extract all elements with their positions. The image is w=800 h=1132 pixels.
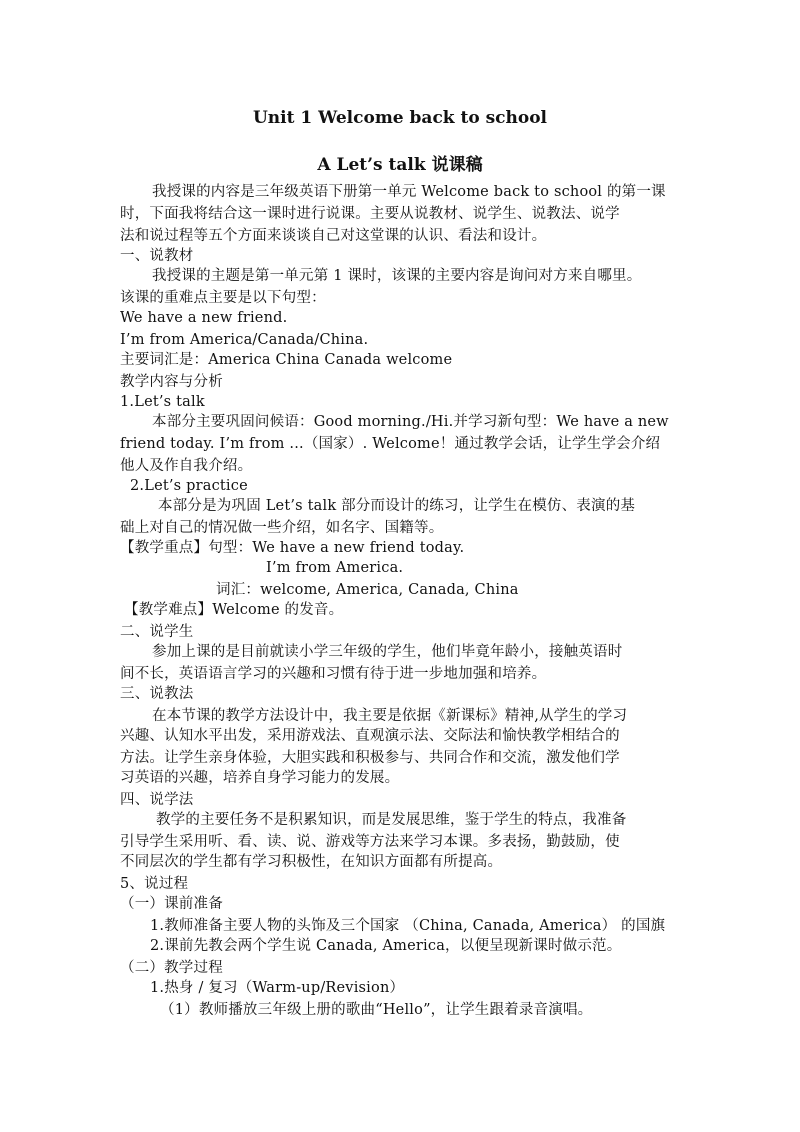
students-line-2: 间不长，英语语言学习的兴趣和习惯有待于进一步地加强和培养。 bbox=[120, 666, 547, 682]
lets-talk-line-3: 他人及作自我介绍。 bbox=[120, 458, 253, 474]
warmup-step-1: （1）教师播放三年级上册的歌曲“Hello”，让学生跟着录音演唱。 bbox=[160, 1002, 593, 1018]
process-preparation-heading: （一）课前准备 bbox=[120, 896, 223, 912]
teaching-focus-sentence-2: I’m from America. bbox=[266, 560, 404, 576]
teaching-difficulty: 【教学难点】Welcome 的发音。 bbox=[124, 602, 344, 618]
document-title: Unit 1 Welcome back to school bbox=[252, 108, 548, 128]
learning-line-3: 不同层次的学生都有学习积极性，在知识方面都有所提高。 bbox=[120, 854, 503, 870]
key-sentence-2: I’m from America/Canada/China. bbox=[120, 332, 369, 348]
lets-practice-line-2: 础上对自己的情况做一些介绍，如名字、国籍等。 bbox=[120, 520, 444, 536]
key-vocabulary: 主要词汇是：America China Canada welcome bbox=[120, 352, 453, 368]
section-heading-methods: 三、说教法 bbox=[120, 686, 194, 702]
section-heading-materials: 一、说教材 bbox=[120, 248, 194, 264]
methods-line-3: 方法。让学生亲身体验，大胆实践和积极参与、共同合作和交流，激发他们学 bbox=[120, 750, 620, 766]
key-sentence-1: We have a new friend. bbox=[120, 310, 288, 326]
section-heading-students: 二、说学生 bbox=[120, 624, 194, 640]
materials-line-2: 该课的重难点主要是以下句型： bbox=[120, 290, 326, 306]
intro-line-1: 我授课的内容是三年级英语下册第一单元 Welcome back to school 的第一课 bbox=[152, 184, 666, 200]
students-line-1: 参加上课的是目前就读小学三年级的学生，他们毕竟年龄小，接触英语时 bbox=[152, 644, 623, 660]
methods-line-2: 兴趣、认知水平出发，采用游戏法、直观演示法、交际法和愉快教学相结合的 bbox=[120, 728, 620, 744]
materials-line-1: 我授课的主题是第一单元第 1 课时，该课的主要内容是询问对方来自哪里。 bbox=[152, 268, 642, 284]
lets-talk-heading: 1.Let’s talk bbox=[120, 394, 205, 410]
teaching-focus-vocabulary: 词汇：welcome, America, Canada, China bbox=[216, 582, 519, 598]
learning-line-1: 教学的主要任务不是积累知识，而是发展思维，鉴于学生的特点，我准备 bbox=[156, 812, 627, 828]
process-teaching-heading: （二）教学过程 bbox=[120, 960, 223, 976]
section-heading-learning: 四、说学法 bbox=[120, 792, 194, 808]
methods-line-1: 在本节课的教学方法设计中，我主要是依据《新课标》精神,从学生的学习 bbox=[152, 708, 628, 724]
learning-line-2: 引导学生采用听、看、读、说、游戏等方法来学习本课。多表扬，勤鼓励，使 bbox=[120, 834, 620, 850]
preparation-item-1: 1.教师准备主要人物的头饰及三个国家 （China, Canada, America） 的国旗 bbox=[150, 918, 666, 934]
lets-practice-line-1: 本部分是为巩固 Let’s talk 部分而设计的练习，让学生在模仿、表演的基 bbox=[158, 498, 636, 514]
intro-line-2: 时，下面我将结合这一课时进行说课。主要从说教材、说学生、说教法、说学 bbox=[120, 206, 620, 222]
lets-talk-line-1: 本部分主要巩固问候语：Good morning./Hi.并学习新句型：We have a new bbox=[152, 414, 669, 430]
section-heading-process: 5、说过程 bbox=[120, 876, 189, 892]
intro-line-3: 法和说过程等五个方面来谈谈自己对这堂课的认识、看法和设计。 bbox=[120, 228, 547, 244]
document-subtitle: A Let’s talk 说课稿 bbox=[317, 155, 483, 175]
content-analysis-heading: 教学内容与分析 bbox=[120, 374, 223, 390]
lets-practice-heading: 2.Let’s practice bbox=[130, 478, 248, 494]
preparation-item-2: 2.课前先教会两个学生说 Canada, America，以便呈现新课时做示范。 bbox=[150, 938, 622, 954]
warmup-heading: 1.热身 / 复习（Warm-up/Revision） bbox=[150, 980, 405, 996]
teaching-focus-sentence: 【教学重点】句型：We have a new friend today. bbox=[120, 540, 465, 556]
methods-line-4: 习英语的兴趣，培养自身学习能力的发展。 bbox=[120, 770, 400, 786]
lets-talk-line-2: friend today. I’m from ...（国家）. Welcome！通过教学会话，让学生学会介绍 bbox=[120, 436, 661, 452]
